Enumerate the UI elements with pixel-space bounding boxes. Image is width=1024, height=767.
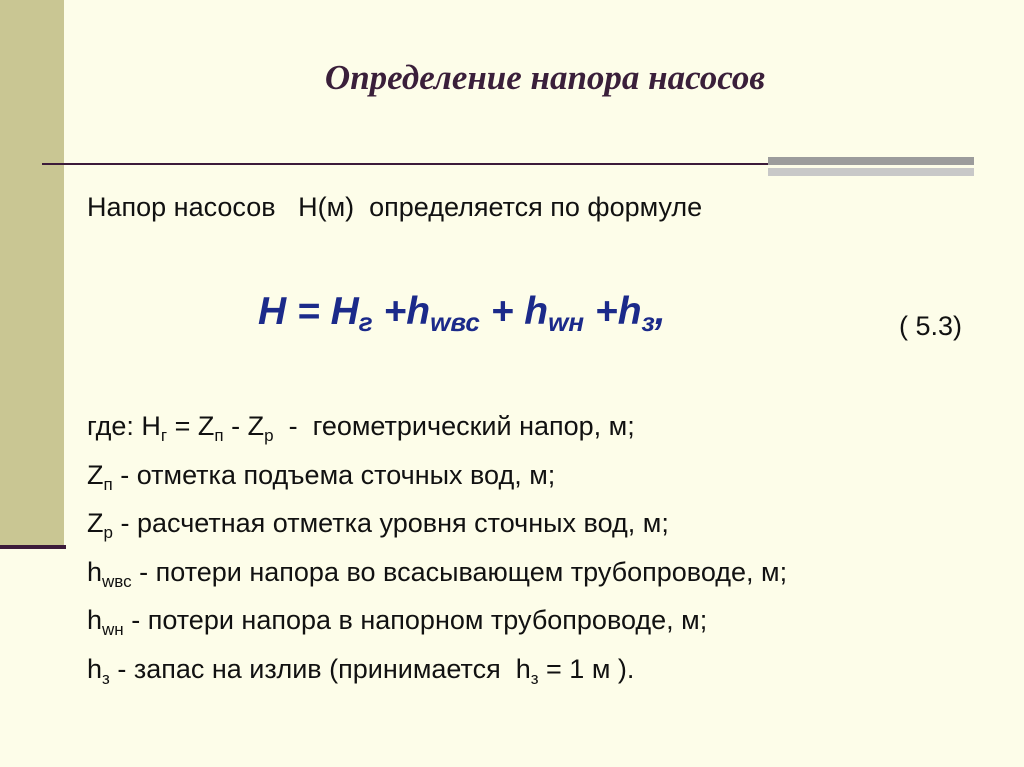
def2-sub: п	[103, 474, 113, 494]
def6-sub: з	[102, 668, 110, 688]
definition-line	[87, 460, 787, 509]
def1-prefix: где: Н	[87, 411, 161, 441]
def3-text: - расчетная отметка уровня сточных вод, м;	[112, 508, 669, 538]
formula-sub-g: г	[358, 307, 373, 337]
definition-line	[87, 411, 787, 460]
def2-sym: Z	[87, 459, 104, 490]
def3-sub: р	[103, 523, 113, 542]
def2-text: - отметка подъема сточных вод, м;	[112, 459, 556, 490]
def1-text: - геометрический напор, м;	[273, 411, 635, 441]
formula-plus-3: +h	[584, 290, 642, 333]
formula-sub-z: з	[641, 307, 655, 337]
def4-text: - потери напора во всасывающем трубопроводе, м;	[131, 556, 788, 587]
def3-sym: Z	[87, 508, 104, 538]
def6-sub2: з	[530, 668, 539, 688]
def1-sub1: г	[160, 426, 168, 445]
def1-mid2: - Z	[223, 411, 265, 441]
main-formula	[258, 290, 666, 338]
def6-text: - запас на излив (принимается h	[109, 653, 531, 684]
def1-mid1: = Z	[167, 411, 215, 441]
definitions-list	[87, 411, 787, 702]
definition-line	[87, 557, 787, 606]
formula-plus-2: + h	[479, 290, 549, 333]
def5-text: - потери напора в напорном трубопроводе, м;	[123, 605, 708, 635]
intro-text: Напор насосов Н(м) определяется по формуле	[87, 192, 703, 222]
title-accent-dark	[768, 157, 974, 165]
definition-line	[87, 605, 787, 654]
def5-sub: wн	[102, 620, 124, 639]
def6-tail: = 1 м ).	[538, 653, 635, 684]
slide-title: Определение напора насосов	[324, 58, 766, 97]
formula-sub-wn: wн	[548, 307, 585, 337]
def5-sym: h	[87, 605, 103, 635]
formula-comma: ,	[654, 290, 666, 333]
formula-lhs: H = H	[258, 290, 359, 333]
def6-sym: h	[87, 653, 103, 684]
title-accent-light	[768, 168, 974, 176]
def4-sub: wвс	[102, 571, 132, 591]
formula-sub-wvs: wвс	[430, 307, 480, 337]
def1-sub2: п	[214, 426, 224, 445]
definition-line	[87, 654, 787, 703]
def4-sym: h	[87, 556, 103, 587]
side-decor-line	[0, 545, 66, 549]
formula-number: ( 5.3)	[899, 311, 963, 341]
formula-plus-1: +h	[372, 290, 431, 333]
definition-line	[87, 508, 787, 557]
def1-sub3: р	[264, 426, 274, 445]
